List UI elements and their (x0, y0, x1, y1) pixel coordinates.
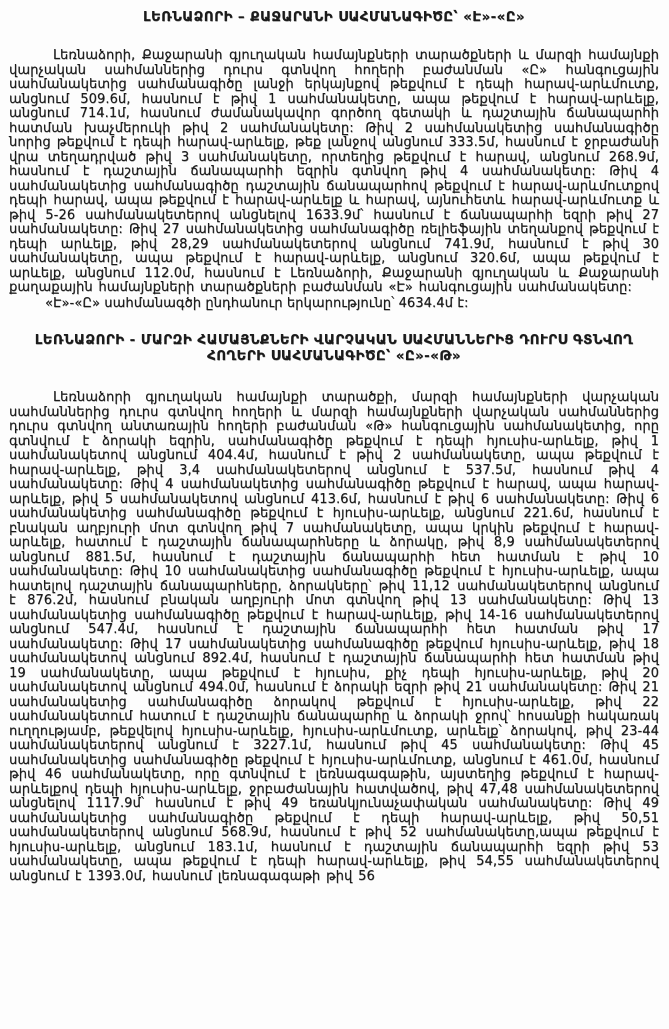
section1-body: Լեռնաձորի, Քաջարանի գյուղական համայնքների տարածքների և մարզի համայնքի վարչական սահմաններից դուրս գտնվող հողերի բաժանման «Ը» հանգուցային սահմանակետից սահմանագիծը լանջի երկայնքով թեքվում է դեպի հարավ-արևմուտք, անցնում 509.6մ, հասնում է թիվ 1 սահմանակետը, ապա թեքվում է հարավ-արևելք, անցնում 714.1մ, հասնում ժամանակավոր գործող գետակի և դաշտային ճանապարհի հատման խաչմերուկի թիվ 2 սահմանակետը: Թիվ 2 սահմանակետից սահմանագիծը նորից թեքվում է դեպի հարավ-արևելք, թեք լանջով անցնում 333.5մ, հասնում է ջրբաժանի վրա տեղադրված թիվ 3 սահմանակետը, որտեղից թեքվում է հարավ, անցնում 268.9մ, հասնում է դաշտային ճանապարհի եզրին գտնվող թիվ 4 սահմանակետը: Թիվ 4 սահմանակետից սահմանագիծը դաշտային ճանապարհով թեքվում է հարավ-արևմուտքով դեպի հարավ, ապա թեքվում է հարավ-արևելք և հարավ, այնուհետև հարավ-արևմուտք և թիվ 5-26 սահմանակետերով անցնելով 1633.9մ՝ հասնում է ճանապարհի եզրի թիվ 27 սահմանակետը: Թիվ 27 սահմանակետից սահմանագիծը ռելիեֆային տեղանքով թեքվում է դեպի արևելք, թիվ 28,29 սահմանակետերով անցնում 741.9մ, հասնում է թիվ 30 սահմանակետը, ապա թեքվում է հարավ-արևելք, անցնում 320.6մ, ապա թեքվում է արևելք, անցնում 112.0մ, հասնում է Լեռնաձորի, Քաջարանի գյուղական և Քաջարանի քաղաքային համայնքների տարածքների բաժանման «Է» հանգուցային սահմանակետը: (9, 48, 659, 295)
section2-body: Լեռնաձորի գյուղական համայնքի տարածքի, մարզի համայնքների վարչական սահմաններից դուրս գտնվող հողերի և մարզի համայնքների վարչական սահմաններից դուրս գտնվող անտառային հողերի բաժանման «Թ» հանգուցային սահմանակետից, որը գտնվում է ձորակի եզրին, սահմանագիծը թեքվում է դեպի հյուսիս-արևելք, թիվ 1 սահմանակետով անցնում 404.4մ, հասնում է թիվ 2 սահմանակետը, ապա թեքվում է հարավ-արևելք, թիվ 3,4 սահմանակետերով անցնում է 537.5մ, հասնում թիվ 4 սահմանակետը: Թիվ 4 սահմանակետից սահմանագիծը թեքվում է հարավ, ապա հարավ-արևելք, թիվ 5 սահմանակետով անցնում 413.6մ, հասնում է թիվ 6 սահմանակետը: Թիվ 6 սահմանակետից սահմանագիծը թեքվում է հյուսիս-արևելք, անցնում 221.6մ, հասնում է բնական աղբյուրի մոտ գտնվող թիվ 7 սահմանակետը, ապա կրկին թեքվում է հարավ-արևելք, հատում է դաշտային ճանապարհները և ձորակը, թիվ 8,9 սահմանակետերով անցնում 881.5մ, հասնում է դաշտային ճանապարհի հետ հատման է թիվ 10 սահմանակետը: Թիվ 10 սահմանակետից սահմանագիծը թեքվում է հյուսիս-արևելք, ապա հատելով դաշտային ճանապարհները, ձորակները՝ թիվ 11,12 սահմանակետերով անցնում է 876.2մ, հասնում բնական աղբյուրի մոտ գտնվող թիվ 13 սահմանակետը: Թիվ 13 սահմանակետից սահմանագիծը թեքվում է հարավ-արևելք, թիվ 14-16 սահմանակետերով անցնում 547.4մ, հասնում է դաշտային ճանապարհի հետ հատման թիվ 17 սահմանակետը: Թիվ 17 սահմանակետից սահմանագիծը թեքվում հյուսիս-արևելք, թիվ 18 սահմանակետով անցնում 892.4մ, հասնում է դաշտային ճանապարհի հետ հատման թիվ 19 սահմանակետը, ապա թեքվում է հյուսիս, քիչ դեպի հյուսիս-արևելք, թիվ 20 սահմանակետով անցնում 494.0մ, հասնում է ձորակի եզրի թիվ 21 սահմանակետը: Թիվ 21 սահմանակետից սահմանագիծը ձորակով թեքվում է հյուսիս-արևելք, թիվ 22 սահմանակետում հատում է դաշտային ճանապարհը և ձորակի ջրով՝ հոսանքի հակառակ ուղղությամբ, թեքվելով հյուսիս-արևելք, հյուսիս-արևմուտք, արևելք՝ ձորակով, թիվ 23-44 սահմանակետերով անցնում է 3227.1մ, հասնում թիվ 45 սահմանակետը: Թիվ 45 սահմանակետից սահմանագիծը թեքվում է հյուսիս-արևմուտք, անցնում է 461.0մ, հասնում թիվ 46 սահմանակետը, որը գտնվում է լեռնագագաթին, այստեղից թեքվում է հարավ-արևելքով դեպի հյուսիս-արևելք, ջրբաժանային հատվածով, թիվ 47,48 սահմանակետերով անցնելով 1117.9մ՝ հասնում է թիվ 49 եռանկյունաչափական սահմանակետը: Թիվ 49 սահմանակետից սահմանագիծը թեքվում է դեպի հարավ-արևելք, թիվ 50,51 սահմանակետերով անցնում 568.9մ, հասնում է թիվ 52 սահմանակետը,ապա թեքվում է հյուսիս-արևելք, անցնում 183.1մ, հասնում է դաշտային ճանապարհի եզրի թիվ 53 սահմանակետը, ապա թեքվում է դեպի հարավ-արևելք, թիվ 54,55 սահմանակետերով անցնում է 1393.0մ, հասնում լեռնագագաթի թիվ 56 (9, 390, 659, 884)
section1-total-length: «Է»-«Ը» սահմանագծի ընդհանուր երկարությունը՝ 4634.4մ է: (45, 295, 469, 311)
section2-title: ԼԵՌՆԱՁՈՐԻ - ՄԱՐԶԻ ՀԱՄԱՅՆՔՆԵՐԻ ՎԱՐՉԱԿԱՆ ՍԱՀՄԱՆՆԵՐԻՑ ԴՈՒՐՍ ԳՏՆՎՈՂ ՀՈՂԵՐԻ ՍԱՀՄԱՆԱԳԻԾԸ՝ «Ը»-«Թ» (34, 332, 634, 364)
section1-title: ԼԵՌՆԱՁՈՐԻ – ՔԱՋԱՐԱՆԻ ՍԱՀՄԱՆԱԳԻԾԸ՝ «Է»-«Ը» (143, 9, 525, 25)
